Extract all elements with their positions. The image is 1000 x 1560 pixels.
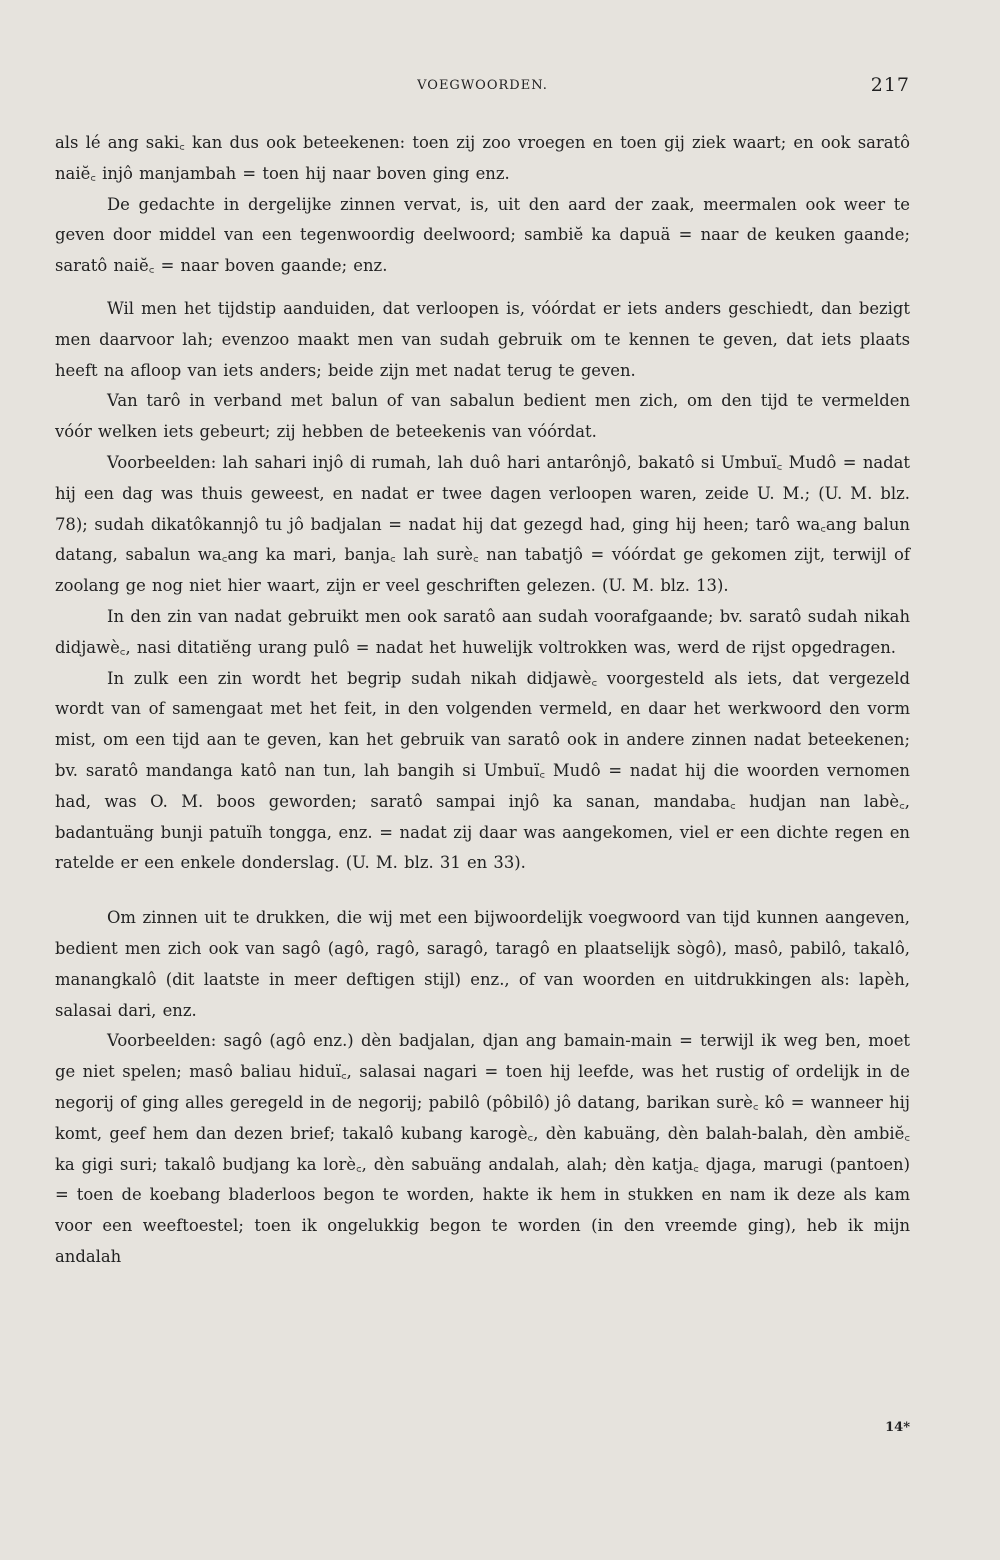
paragraph-4: Van tarô in verband met balun of van sabalun bedient men zich, om den tijd te vermelden vóór welken iets gebeurt; zij hebben de beteekenis van vóórdat. <box>55 391 910 442</box>
body-text <box>55 128 910 1273</box>
paragraph-2: De gedachte in dergelijke zinnen vervat, is, uit den aard der zaak, meermalen ook weer te geven door middel van een tegenwoordig deelwoord; sambiĕ ka dapuä = naar de keuken gaande; saratô naiĕ꜀ = naar boven gaande; enz. <box>55 194 910 276</box>
paragraph-5: Voorbeelden: lah sahari injô di rumah, lah duô hari antarônjô, bakatô si Umbuï꜀ Mudô = nadat hij een dag was thuis geweest, en nadat er twee dagen verloopen waren, zeide U. M.; (U. M. blz. 78); sudah dikatôkannjô tu jô badjalan = nadat hij dat gezegd had, ging hij heen; tarô wa꜀ang balun datang, sabalun wa꜀ang ka mari, banja꜀ lah surè꜀ nan tabatjô = vóórdat ge gekomen zijt, terwijl of zoolang ge nog niet hier waart, zijn er veel geschriften gelezen. (U. M. blz. 13). <box>55 452 911 596</box>
paragraph-3: Wil men het tijdstip aanduiden, dat verloopen is, vóórdat er iets anders geschiedt, dan bezigt men daarvoor lah; evenzoo maakt men van sudah gebruik om te kennen te geven, dat iets plaats heeft na afloop van iets anders; beide zijn met nadat terug te geven. <box>55 298 910 380</box>
paragraph-7: In zulk een zin wordt het begrip sudah nikah didjawè꜀ voorgesteld als iets, dat vergezeld wordt van of samengaat met het feit, in den volgenden vermeld, en daar het werkwoord den vorm mist, om een tijd aan te geven, kan het gebruik van saratô ook in andere zinnen nadat beteekenen; bv. saratô mandanga katô nan tun, lah bangih si Umbuï꜀ Mudô = nadat hij die woorden vernomen had, was O. M. boos geworden; saratô sampai injô ka sanan, mandaba꜀ hudjan nan labè꜀, badantuäng bunji patuïh tongga, enz. = nadat zij daar was aangekomen, viel er een dichte regen en ratelde er een enkele donderslag. (U. M. blz. 31 en 33). <box>55 668 910 873</box>
running-title: VOEGWOORDEN. <box>417 78 548 93</box>
paragraph-6: In den zin van nadat gebruikt men ook saratô aan sudah voorafgaande; bv. saratô sudah nikah didjawè꜀, nasi ditatiĕng urang pulô = nadat het huwelijk voltrokken was, werd de rijst opgedragen. <box>55 606 910 657</box>
paragraph-9: Voorbeelden: sagô (agô enz.) dèn badjalan, djan ang bamain-main = terwijl ik weg ben, moet ge niet spelen; masô baliau hiduï꜀, salasai nagari = toen hij leefde, was het rustig of ordelijk in de negorij of ging alles geregeld in de negorij; pabilô (pôbilô) jô datang, barikan surè꜀ kô = wanneer hij komt, geef hem dan dezen brief; takalô kubang karogè꜀, dèn kabuäng, dèn balah-balah, dèn ambiĕ꜀ ka gigi suri; takalô budjang ka lorè꜀, dèn sabuäng andalah, alah; dèn katja꜀ djaga, marugi (pantoen) = toen de koebang bladerloos begon te worden, hakte ik hem in stukken en nam ik deze als kam voor een weeftoestel; toen ik ongelukkig begon te worden (in den vreemde ging), heb ik mijn andalah <box>55 1031 910 1266</box>
signature-mark: 14* <box>885 1420 910 1435</box>
paragraph-1: als lé ang saki꜀ kan dus ook beteekenen: toen zij zoo vroegen en toen gij ziek waart; en ook saratô naiĕ꜀ injô manjambah = toen hij naar boven ging enz. <box>55 133 910 183</box>
page-header <box>55 74 910 108</box>
paragraph-8: Om zinnen uit te drukken, die wij met een bijwoordelijk voegwoord van tijd kunnen aangeven, bedient men zich ook van sagô (agô, ragô, saragô, taragô en plaatselijk sògô), masô, pabilô, takalô, manangkalô (dit laatste in meer deftigen stijl) enz., of van woorden en uitdrukkingen als: lapèh, salasai dari, enz. <box>55 908 910 1020</box>
page-number: 217 <box>870 74 910 96</box>
